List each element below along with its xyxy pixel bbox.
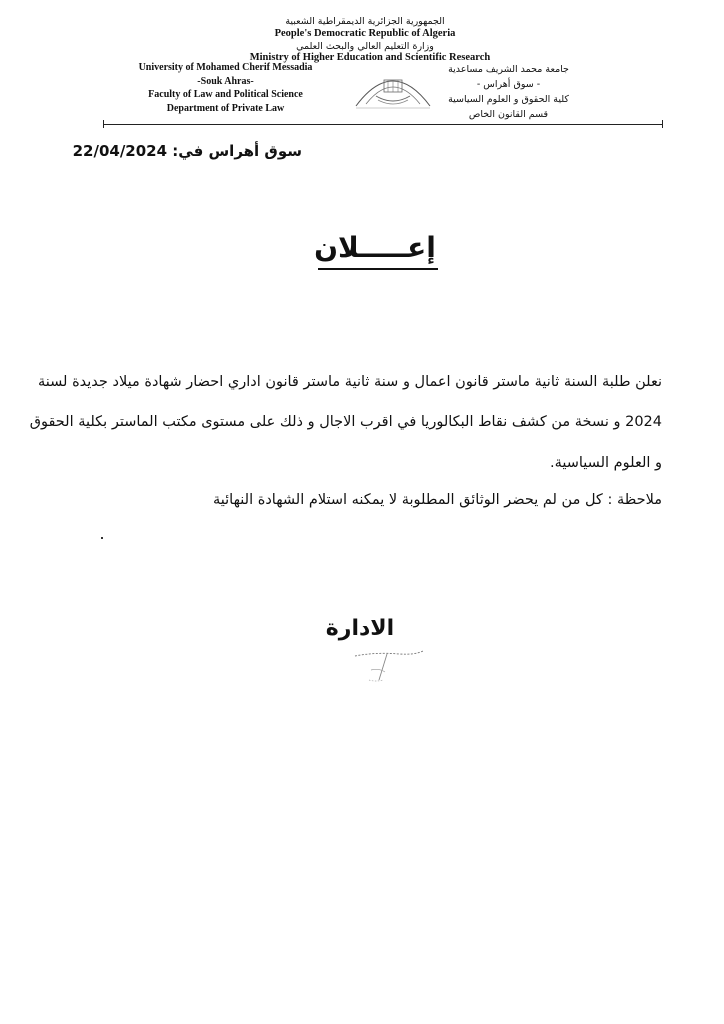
header-divider (103, 124, 663, 125)
announcement-body-line-1: نعلن طلبة السنة ثانية ماستر قانون اعمال و سنة ثانية ماستر قانون اداري احضار شهادة ميلاد جديدة لسنة (37, 374, 662, 390)
stray-mark (101, 537, 103, 539)
city-name-ar: - سوق أهراس - (476, 79, 541, 90)
city-name-en: -Souk Ahras- (197, 75, 254, 87)
announcement-body-line-3: و العلوم السياسية. (549, 455, 662, 471)
university-info-english (118, 61, 333, 115)
announcement-title: إعـــــلان (314, 231, 436, 264)
header-divider-right-tick (662, 120, 663, 128)
header-divider-left-tick (103, 120, 104, 128)
handwritten-signature (345, 636, 435, 696)
english-ministry-heading: Ministry of Higher Education and Scientific Research (249, 52, 491, 63)
university-name-en: University of Mohamed Cherif Messadia (138, 62, 313, 73)
title-underline (318, 268, 438, 270)
department-name-ar: قسم القانون الخاص (468, 109, 549, 120)
department-name-en: Department of Private Law (166, 102, 285, 114)
announcement-note: ملاحظة : كل من لم يحضر الوثائق المطلوبة لا يمكنه استلام الشهادة النهائية (213, 492, 662, 508)
university-logo (348, 66, 438, 112)
document-date: سوق أهراس في: 22/04/2024 (72, 142, 302, 160)
announcement-body-line-2: 2024 و نسخة من كشف نقاط البكالوريا في اقرب الاجال و ذلك على مستوى مكتب الماستر بكلية الحقوق (29, 414, 662, 430)
arabic-republic-heading: الجمهورية الجزائرية الديمقراطية الشعبية (285, 16, 445, 27)
university-name-ar: جامعة محمد الشريف مساعدية (448, 64, 569, 75)
arabic-ministry-heading: وزارة التعليم العالي والبحث العلمي (296, 41, 434, 52)
university-info-arabic (421, 62, 596, 122)
faculty-name-ar: كلية الحقوق و العلوم السياسية (448, 94, 569, 105)
faculty-name-en: Faculty of Law and Political Science (148, 89, 303, 100)
english-republic-heading: People's Democratic Republic of Algeria (274, 28, 456, 39)
administration-signature-title: الادارة (325, 616, 395, 641)
